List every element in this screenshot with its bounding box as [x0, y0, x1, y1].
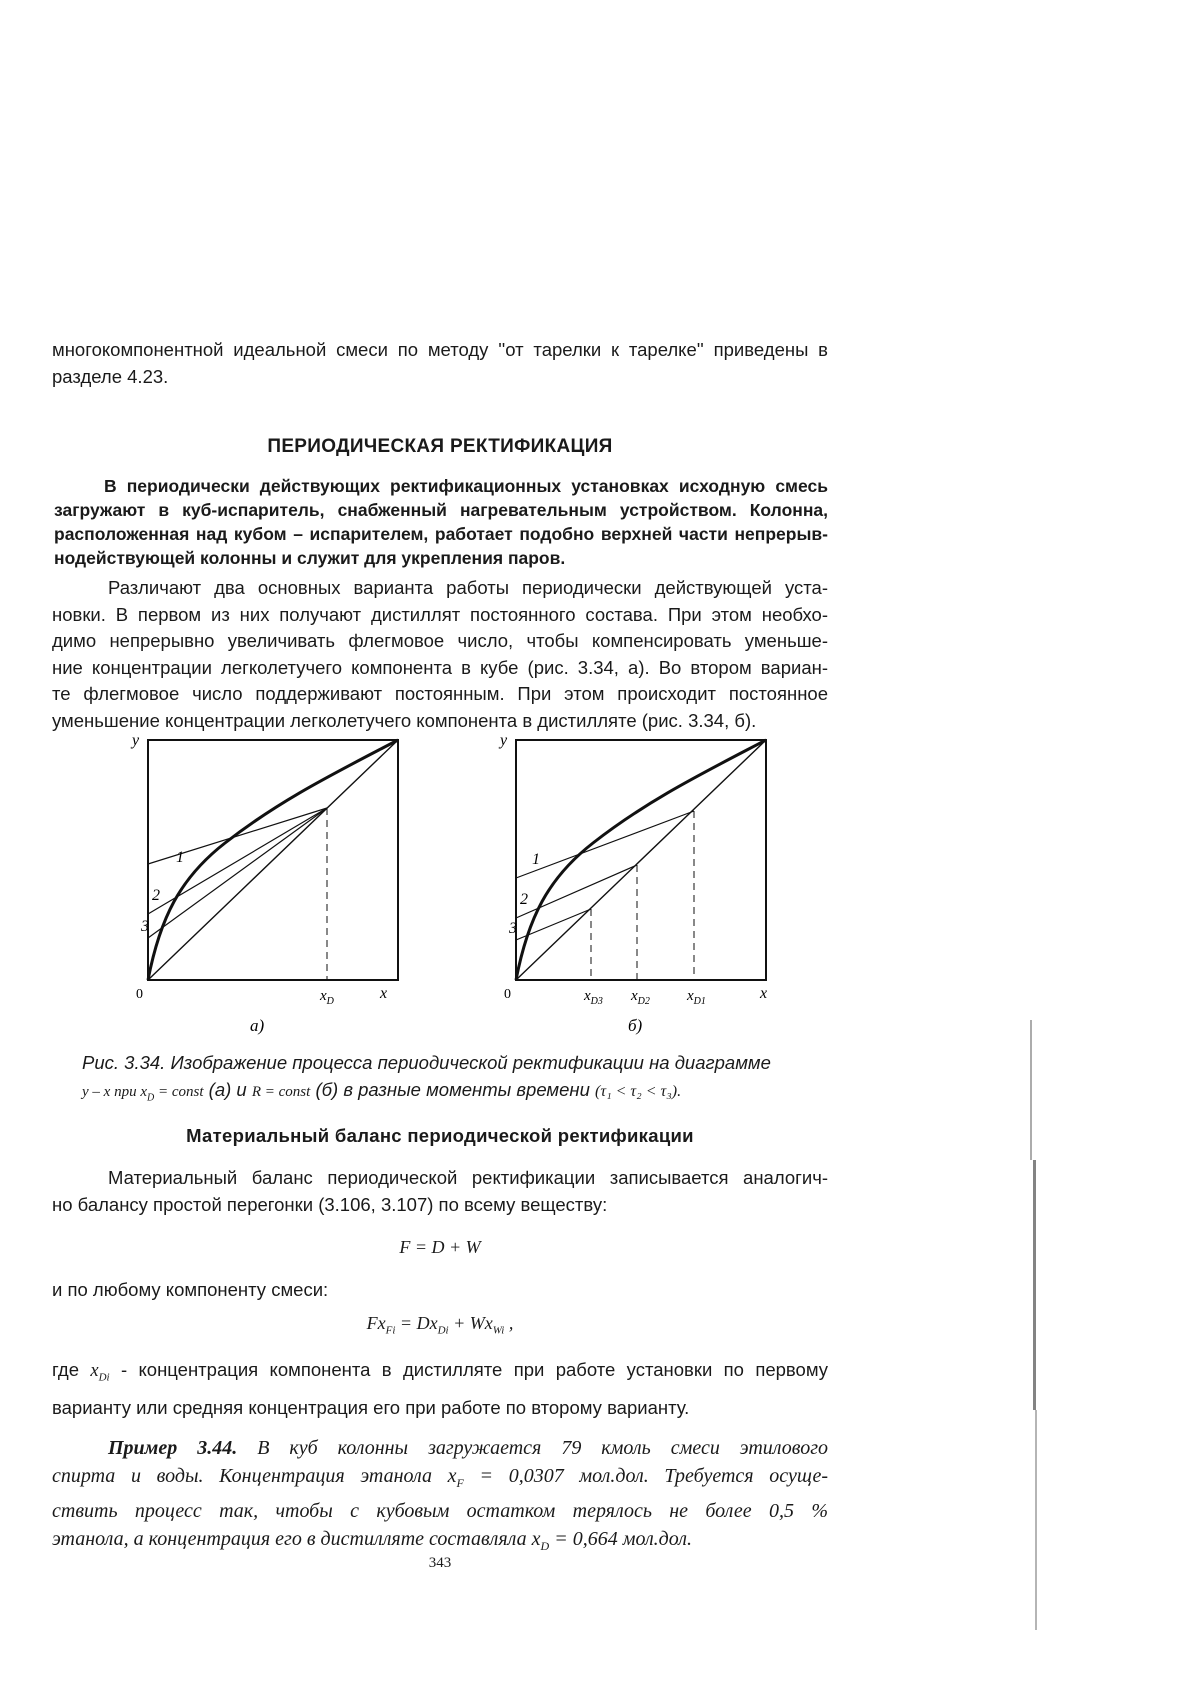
- panel-a-operating-line-2: [148, 808, 327, 914]
- bold-line-2: загружают в куб-испаритель, снабженный нагревательным устройством. Колонна,: [54, 500, 828, 520]
- where-paragraph: [52, 1357, 828, 1422]
- variants-line-2: новки. В первом из них получают дистиллят постоянного состава. При этом необхо-: [52, 603, 828, 625]
- example-label: Пример 3.44.: [108, 1437, 238, 1459]
- panel-a-x-label: x: [380, 985, 388, 1002]
- caption-line-2: y – x при $x_D$ = const (а) и R = const (б) в разные моменты времени (τ₁ < τ₂ < τ₃).: [82, 1079, 682, 1104]
- panel-a-xd-label: $x_D$: [320, 988, 334, 1007]
- panel-b-operating-line-2: [516, 865, 637, 918]
- intro-line-1: многокомпонентной идеальной смеси по методу ''от тарелки к тарелке'' приведены в: [52, 339, 828, 360]
- figure-panel-b: [488, 728, 788, 1040]
- variants-line-4: ние концентрации легколетучего компонента в кубе (рис. 3.34, а). Во втором вариан-: [52, 656, 828, 678]
- panel-a-line-label-1: 1: [176, 849, 184, 866]
- formula-component-balance: $Fx_{Fi} = Dx_{Di} + Wx_{Wi}$ ,: [366, 1313, 514, 1337]
- figure-panel-a: [120, 728, 420, 1040]
- balance-paragraph: [52, 1165, 828, 1218]
- variants-line-3: димо непрерывно увеличивать флегмовое число, чтобы компенсировать уменьше-: [52, 630, 828, 651]
- panel-b-y-label: y: [500, 732, 508, 749]
- subsection-title: Материальный баланс периодической ректификации: [186, 1125, 694, 1146]
- variants-line-6: уменьшение концентрации легколетучего компонента в дистилляте (рис. 3.34, б).: [52, 709, 757, 731]
- panel-b-line-label-3: 3: [509, 920, 517, 937]
- example-line-4: этанола, а концентрация его в дистилляте составляла $x_D = 0,664$ мол.дол.: [52, 1528, 693, 1553]
- example-paragraph: [52, 1434, 828, 1560]
- panel-a-line-label-2: 2: [152, 887, 160, 904]
- panel-b-xd2-label: $x_{D2}$: [631, 988, 650, 1007]
- page-number: 343: [428, 1555, 452, 1571]
- bold-paragraph: [54, 474, 828, 570]
- bold-line-1: В периодически действующих ректификационных установках исходную смесь: [104, 476, 828, 496]
- panel-a-label: а): [250, 1016, 265, 1035]
- variants-line-5: те флегмовое число поддерживают постоянным. При этом происходит постоянное: [52, 683, 828, 704]
- scan-edge-mark-2: [1033, 1160, 1036, 1410]
- bold-line-4: нодействующей колонны и служит для укрепления паров.: [54, 548, 566, 568]
- panel-b-x-label: x: [760, 985, 768, 1002]
- panel-b-line-label-1: 1: [532, 851, 540, 868]
- where-line-2: варианту или средняя концентрация его при работе по второму варианту.: [52, 1397, 690, 1419]
- bold-line-3: расположенная над кубом – испарителем, работает подобно верхней части непрерыв-: [54, 524, 828, 544]
- figure-caption: [82, 1049, 822, 1112]
- panel-b-diagonal: [516, 740, 766, 980]
- panel-a-origin: 0: [136, 987, 143, 1002]
- example-line-2: спирта и воды. Концентрация этанола $x_F = 0,0307$ мол.дол. Требуется осуще-: [52, 1465, 829, 1490]
- example-line-1: Пример 3.44. В куб колонны загружается 79 кмоль смеси этилового: [108, 1437, 828, 1459]
- variants-paragraph: [52, 575, 828, 734]
- panel-a-operating-line-1: [148, 808, 327, 864]
- panel-b-origin: 0: [504, 987, 511, 1002]
- scan-edge-mark-3: [1035, 1410, 1037, 1630]
- balance-line-2: но балансу простой перегонки (3.106, 3.107) по всему веществу:: [52, 1193, 608, 1215]
- intro-paragraph: [52, 337, 828, 390]
- panel-a-diagonal: [148, 740, 398, 980]
- panel-b-label: б): [628, 1016, 643, 1035]
- intro-line-2: разделе 4.23.: [52, 365, 169, 387]
- panel-b-operating-line-1: [516, 811, 694, 878]
- panel-a-y-label: y: [132, 732, 140, 749]
- panel-a-operating-line-3: [148, 808, 327, 938]
- variants-line-1: Различают два основных варианта работы периодически действующей уста-: [108, 577, 828, 598]
- example-line-3: ствить процесс так, чтобы с кубовым остатком терялось не более 0,5 %: [52, 1500, 828, 1522]
- formula-total-balance: F = D + W: [399, 1237, 481, 1257]
- section-title: ПЕРИОДИЧЕСКАЯ РЕКТИФИКАЦИЯ: [267, 436, 613, 457]
- scan-edge-mark-1: [1030, 1020, 1032, 1160]
- component-line: и по любому компоненту смеси:: [52, 1279, 329, 1300]
- balance-line-1: Материальный баланс периодической ректификации записывается аналогич-: [108, 1167, 828, 1188]
- panel-b-xd3-label: $x_{D3}$: [584, 988, 603, 1007]
- caption-line-1: Рис. 3.34. Изображение процесса периодической ректификации на диаграмме: [82, 1052, 771, 1073]
- where-line-1: где $x_{Di}$ - концентрация компонента в дистилляте при работе установки по первому: [52, 1359, 829, 1384]
- panel-b-xd1-label: $x_{D1}$: [687, 988, 706, 1007]
- panel-a-line-label-3: 3: [141, 918, 149, 935]
- panel-b-line-label-2: 2: [520, 891, 528, 908]
